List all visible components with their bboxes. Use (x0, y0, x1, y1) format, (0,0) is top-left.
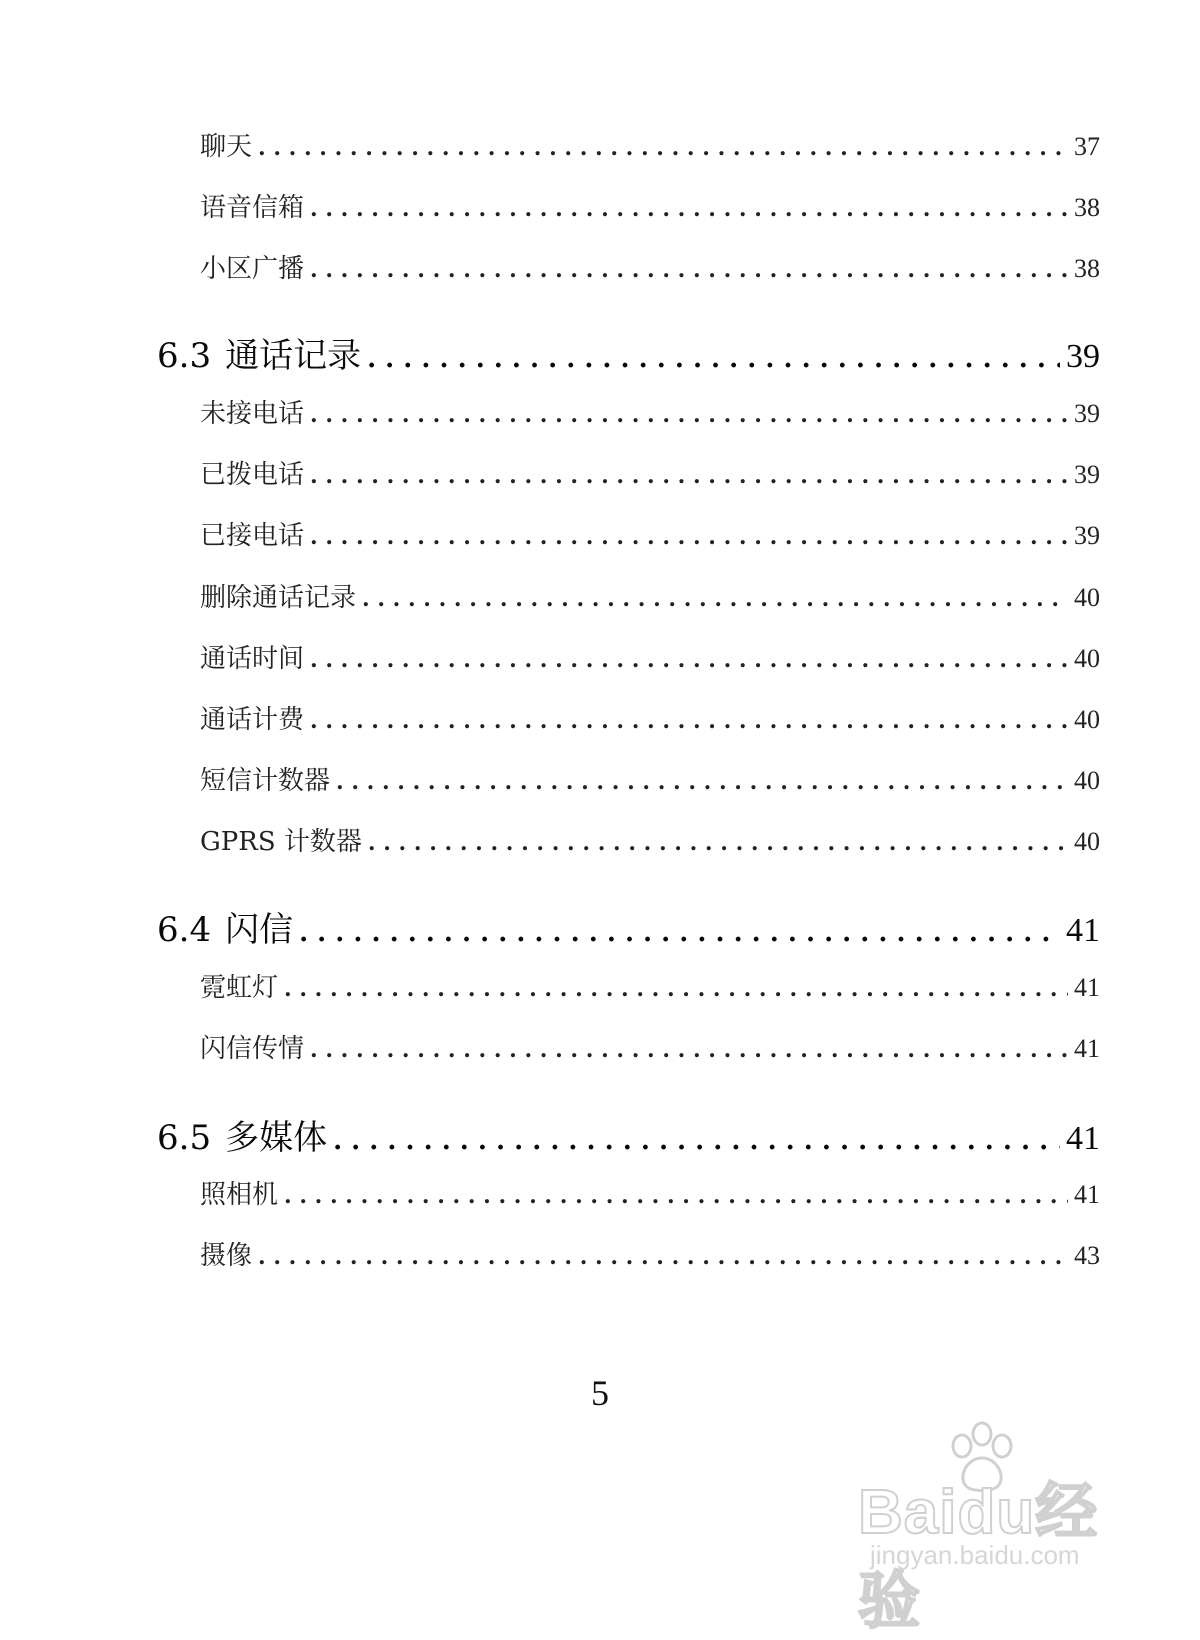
toc-entry (200, 126, 1100, 163)
dot-leader (310, 463, 1068, 489)
toc-section-page: 41 (1066, 912, 1100, 949)
toc-section-page: 41 (1066, 1120, 1100, 1157)
dot-leader (258, 1244, 1068, 1270)
toc-section-label (157, 1110, 327, 1159)
toc-entry-title: 通话时间 (200, 644, 305, 674)
toc-entry (200, 1235, 1100, 1272)
toc-entry (200, 187, 1100, 224)
toc-entry-page: 39 (1074, 460, 1100, 489)
dot-leader (310, 524, 1068, 550)
toc-entry-page: 40 (1074, 644, 1100, 673)
toc-entry-title: 未接电话 (200, 399, 305, 429)
dot-leader (336, 769, 1068, 795)
toc-entry-page: 39 (1074, 521, 1100, 550)
toc-entry-title: 已接电话 (200, 521, 305, 551)
toc-entry (200, 760, 1100, 797)
dot-leader (310, 647, 1068, 673)
toc-entry-page: 41 (1074, 1034, 1100, 1063)
toc-section-page: 39 (1066, 338, 1100, 375)
toc-section-label (157, 902, 293, 951)
toc-entry-page: 40 (1074, 583, 1100, 612)
toc-entry-page: 38 (1074, 254, 1100, 283)
toc-entry-title: 删除通话记录 (200, 583, 357, 613)
toc-entry-title: 聊天 (200, 132, 253, 162)
dot-leader (367, 344, 1060, 374)
toc-section-heading (157, 328, 1100, 377)
toc-entry-title: 摄像 (200, 1241, 253, 1271)
dot-leader (299, 918, 1060, 948)
dot-leader (284, 976, 1068, 1002)
toc-entry (200, 577, 1100, 614)
toc-entry-title: 霓虹灯 (200, 973, 279, 1003)
toc-entry-title: 小区广播 (200, 254, 305, 284)
toc-section-title: 闪信 (225, 910, 294, 950)
watermark (858, 1420, 1158, 1636)
toc-entry-page: 41 (1074, 1180, 1100, 1209)
toc-entry-page: 40 (1074, 705, 1100, 734)
dot-leader (333, 1126, 1060, 1156)
toc-section-label (157, 328, 361, 377)
toc-entry-page: 40 (1074, 827, 1100, 856)
watermark-url: jingyan.baidu.com (870, 1540, 1080, 1570)
dot-leader (310, 708, 1068, 734)
toc-entry-title: 已拨电话 (200, 460, 305, 490)
dot-leader (310, 402, 1068, 428)
toc-entry-title: 短信计数器 (200, 766, 331, 796)
toc-section-title: 多媒体 (225, 1118, 328, 1158)
toc-entry-page: 38 (1074, 193, 1100, 222)
toc-entry (200, 967, 1100, 1004)
toc-section-number: 6.5 (157, 1118, 212, 1158)
toc-entry (200, 1028, 1100, 1065)
toc-entry-title: 闪信传情 (200, 1034, 305, 1064)
toc-entry-title: 照相机 (200, 1180, 279, 1210)
watermark-brand: Baidu经验 (858, 1478, 1099, 1636)
toc-entry-page: 43 (1074, 1241, 1100, 1270)
toc-section-number: 6.4 (157, 910, 212, 950)
dot-leader (310, 1037, 1068, 1063)
dot-leader (362, 586, 1068, 612)
dot-leader (368, 830, 1068, 856)
toc-entry (200, 638, 1100, 675)
toc-section-title: 通话记录 (225, 336, 362, 376)
toc-entry (200, 393, 1100, 430)
dot-leader (258, 135, 1068, 161)
toc-entry-page: 39 (1074, 399, 1100, 428)
toc-section-heading (157, 1110, 1100, 1159)
toc-entry (200, 821, 1100, 858)
page-number: 5 (591, 1373, 609, 1413)
toc-entry (200, 454, 1100, 491)
dot-leader (310, 257, 1068, 283)
toc-section-heading (157, 902, 1100, 951)
toc-entry-title: 语音信箱 (200, 193, 305, 223)
toc-entry (200, 248, 1100, 285)
toc-entry-title: GPRS 计数器 (200, 827, 362, 857)
toc-entry-page: 40 (1074, 766, 1100, 795)
toc-entry-page: 37 (1074, 132, 1100, 161)
dot-leader (284, 1183, 1068, 1209)
dot-leader (310, 196, 1068, 222)
toc-entry-page: 41 (1074, 973, 1100, 1002)
toc-entry (200, 515, 1100, 552)
toc-entry-title: 通话计费 (200, 705, 305, 735)
toc-section-number: 6.3 (157, 336, 212, 376)
toc-entry (200, 699, 1100, 736)
toc-entry (200, 1174, 1100, 1211)
